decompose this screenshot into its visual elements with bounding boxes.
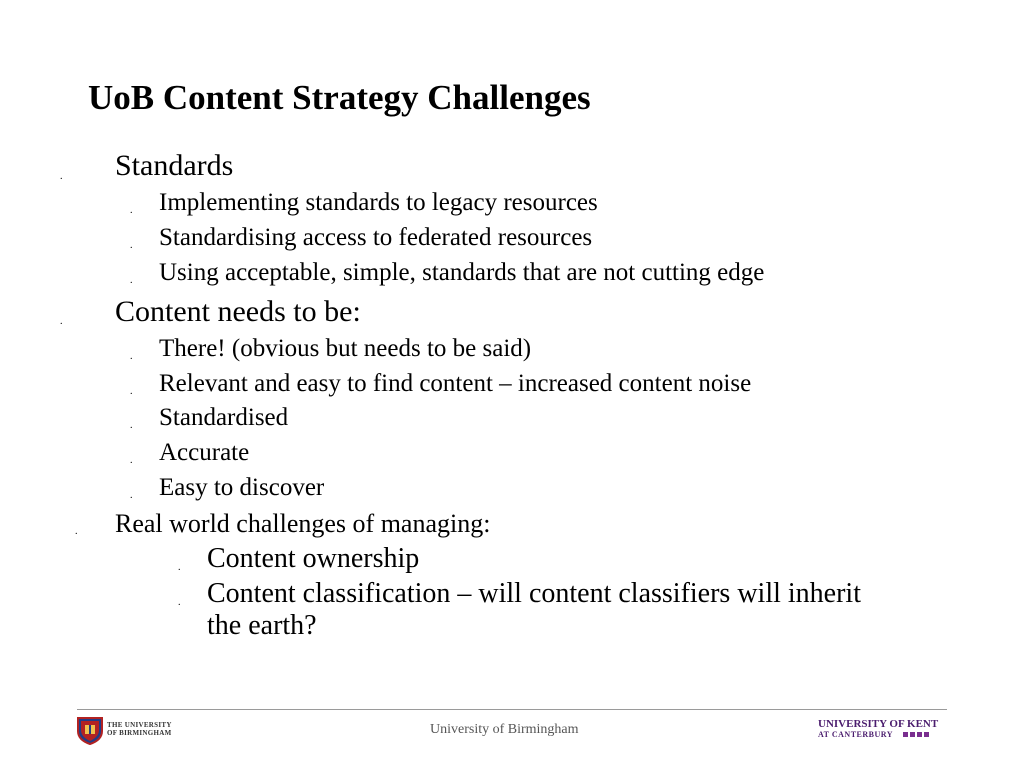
kent-logo-line2-row <box>818 730 938 740</box>
bullet-icon: . <box>60 316 63 327</box>
uob-logo-line2: OF BIRMINGHAM <box>107 729 172 737</box>
uob-logo-line1: THE UNIVERSITY <box>107 721 172 729</box>
bullet-icon: . <box>130 386 133 397</box>
bullet-icon: . <box>130 455 133 466</box>
bullet-icon: . <box>178 597 181 608</box>
bullet-icon: . <box>130 490 133 501</box>
slide-title: UoB Content Strategy Challenges <box>88 78 591 117</box>
uob-logo <box>77 716 187 746</box>
list-item-continuation: the earth? <box>207 610 317 641</box>
list-item: Easy to discover <box>159 474 325 501</box>
kent-logo-line1: UNIVERSITY OF KENT <box>818 718 939 730</box>
uob-shield-icon <box>77 717 103 745</box>
bullet-icon: . <box>130 420 133 431</box>
bullet-icon: . <box>130 240 133 251</box>
list-item: Relevant and easy to find content – increased content noise <box>159 370 752 397</box>
section-heading-standards: Standards <box>115 149 234 182</box>
bullet-icon: . <box>130 351 133 362</box>
list-item: Accurate <box>159 439 250 466</box>
bullet-icon: . <box>60 171 63 182</box>
kent-squares-icon <box>903 730 931 740</box>
bullet-icon: . <box>130 205 133 216</box>
kent-logo <box>818 719 938 741</box>
bullet-icon: . <box>130 275 133 286</box>
list-item: Using acceptable, simple, standards that are not cutting edge <box>159 259 765 286</box>
section-heading-content-needs: Content needs to be: <box>115 295 361 328</box>
list-item: There! (obvious but needs to be said) <box>159 335 532 362</box>
bullet-icon: . <box>75 526 78 537</box>
list-item: Standardised <box>159 404 289 431</box>
footer-divider <box>77 709 947 710</box>
section-heading-real-world: Real world challenges of managing: <box>115 509 491 538</box>
uob-logo-text <box>107 721 172 737</box>
list-item: Implementing standards to legacy resources <box>159 189 598 216</box>
list-item: Standardising access to federated resources <box>159 224 593 251</box>
bullet-icon: . <box>178 562 181 573</box>
kent-logo-line2: AT CANTERBURY <box>818 730 893 739</box>
list-item: Content ownership <box>207 543 420 574</box>
list-item: Content classification – will content classifiers will inherit <box>207 578 861 609</box>
footer-center-text: University of Birmingham <box>430 722 579 737</box>
